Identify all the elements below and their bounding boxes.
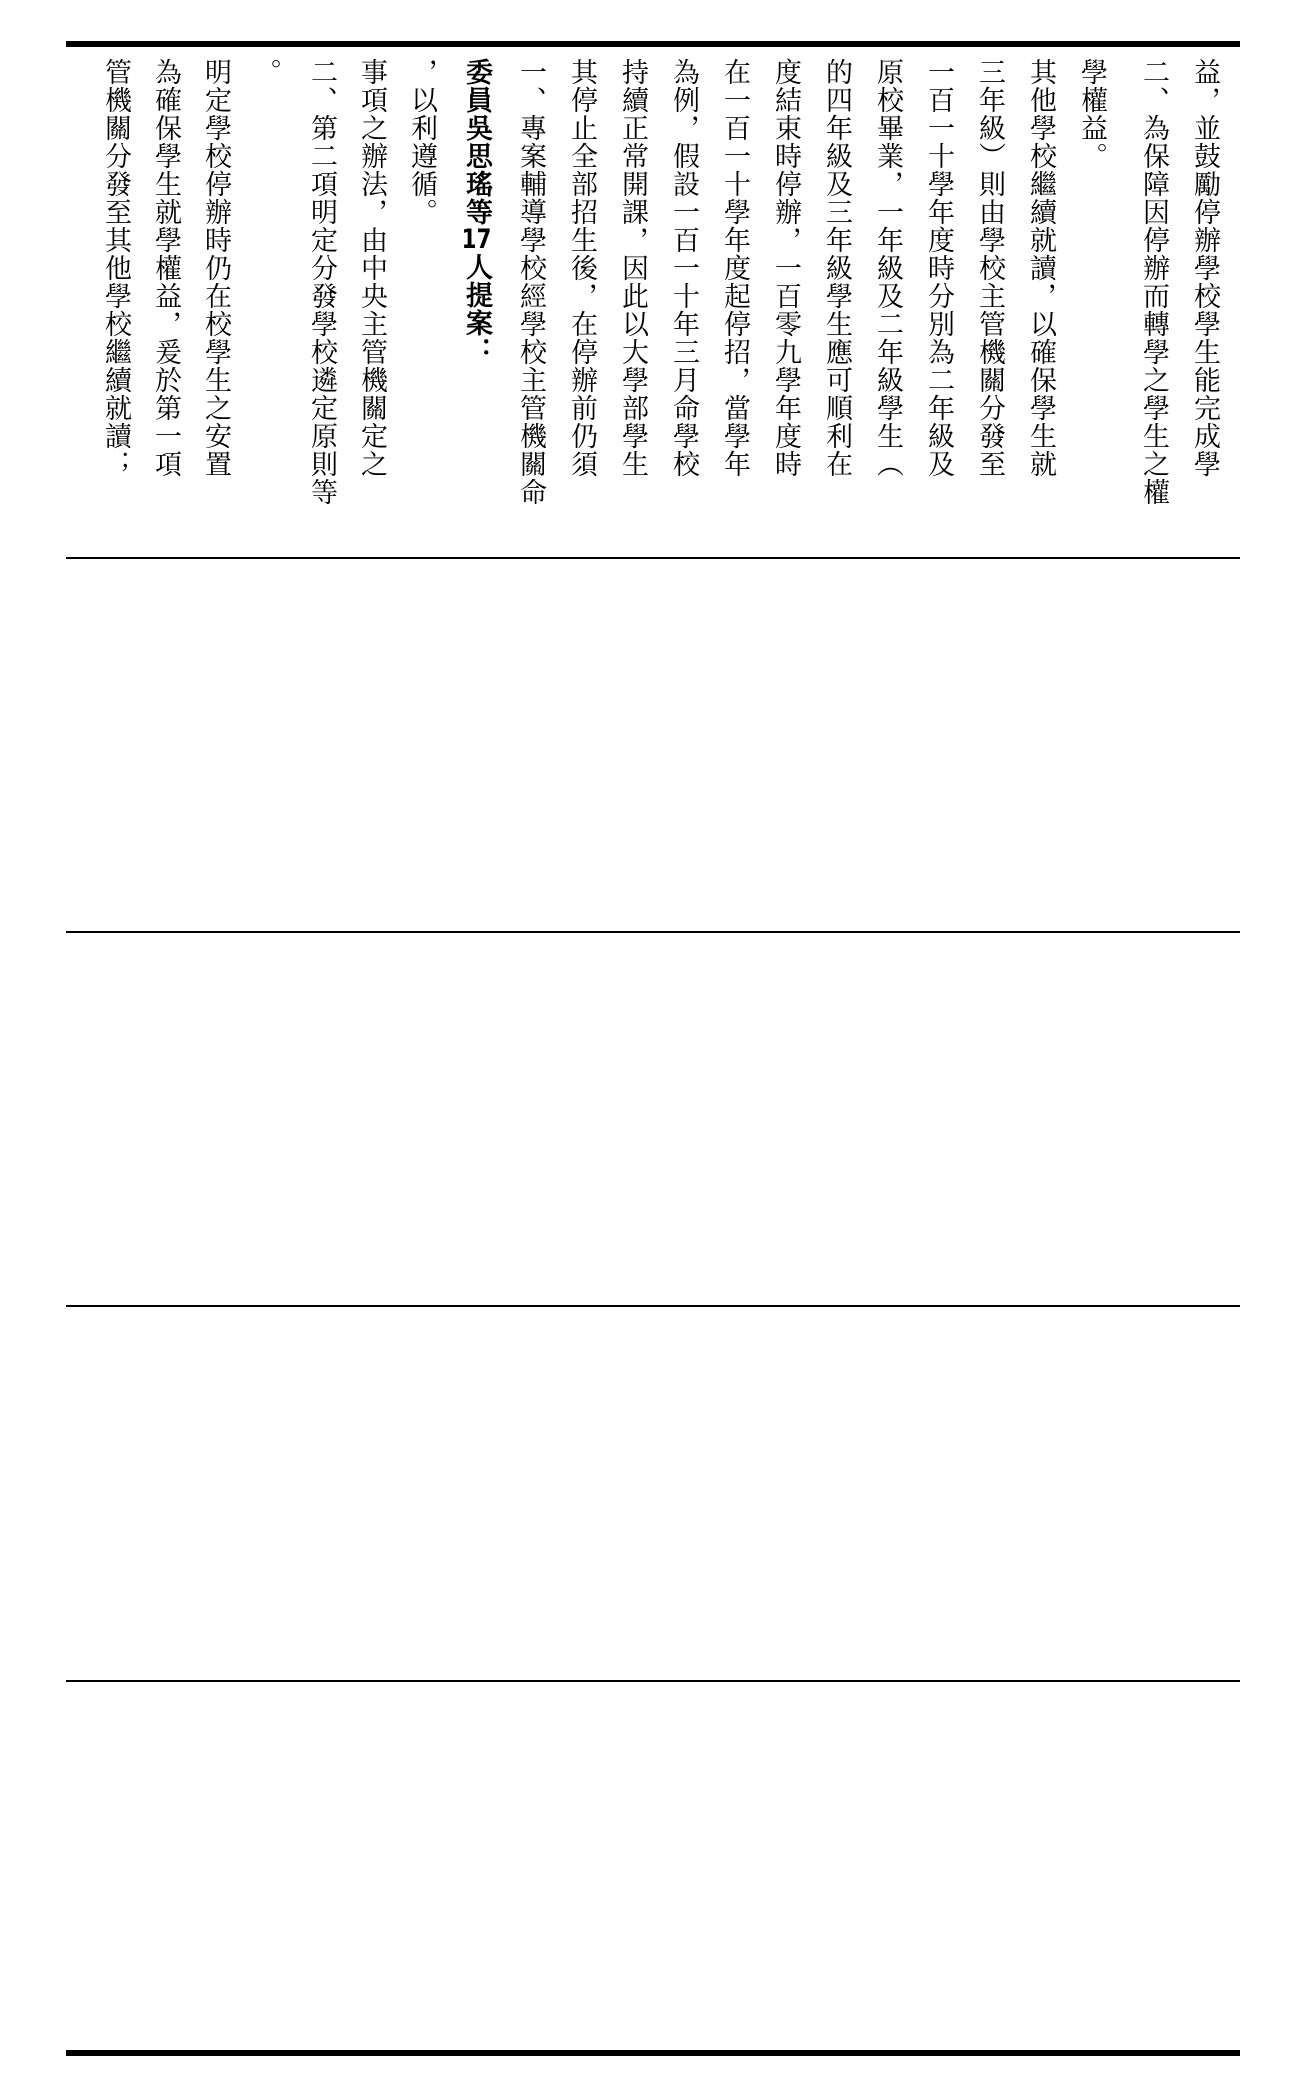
divider-rule [66, 1680, 1240, 1682]
vertical-text-block [66, 48, 1240, 558]
text-column: 一百一十學年度時分別為二年級及 [923, 58, 954, 478]
text-column: 益，並鼓勵停辦學校學生能完成學 [1189, 58, 1220, 478]
text-column: 其停止全部招生後，在停辦前仍須 [566, 58, 597, 478]
heading-number: 17 [461, 226, 492, 253]
divider-rule [66, 931, 1240, 933]
section-heading: 委員吳思瑤等17人提案： [461, 58, 492, 365]
text-column: 在一百一十學年度起停招，當學年 [719, 58, 750, 478]
text-column: 事項之辦法，由中央主管機關定之 [356, 58, 387, 478]
text-column: 持續正常開課，因此以大學部學生 [617, 58, 648, 478]
text-column: 為例，假設一百一十年三月命學校 [668, 58, 699, 478]
text-column: 為確保學生就學權益，爰於第一項 [150, 58, 181, 478]
text-column: 度結束時停辦，一百零九學年度時 [770, 58, 801, 478]
text-column: 學權益。 [1076, 58, 1107, 170]
text-column: 原校畢業，一年級及二年級學生（ [872, 58, 903, 478]
text-column: 。 [250, 58, 281, 86]
bottom-rule [66, 2050, 1240, 2056]
text-column: 二、第二項明定分發學校遴定原則等 [306, 58, 337, 506]
text-column: ，以利遵循。 [406, 58, 437, 226]
text-column: 二、為保障因停辦而轉學之學生之權 [1138, 58, 1169, 506]
text-column: 一、專案輔導學校經學校主管機關命 [515, 58, 546, 506]
text-column: 其他學校繼續就讀，以確保學生就 [1025, 58, 1056, 478]
text-column: 的四年級及三年級學生應可順利在 [821, 58, 852, 478]
divider-rule [66, 557, 1240, 559]
text-column: 三年級）則由學校主管機關分發至 [974, 58, 1005, 478]
divider-rule [66, 1305, 1240, 1307]
text-column: 明定學校停辦時仍在校學生之安置 [200, 58, 231, 478]
text-column: 管機關分發至其他學校繼續就讀； [100, 58, 131, 478]
top-rule [66, 41, 1240, 47]
